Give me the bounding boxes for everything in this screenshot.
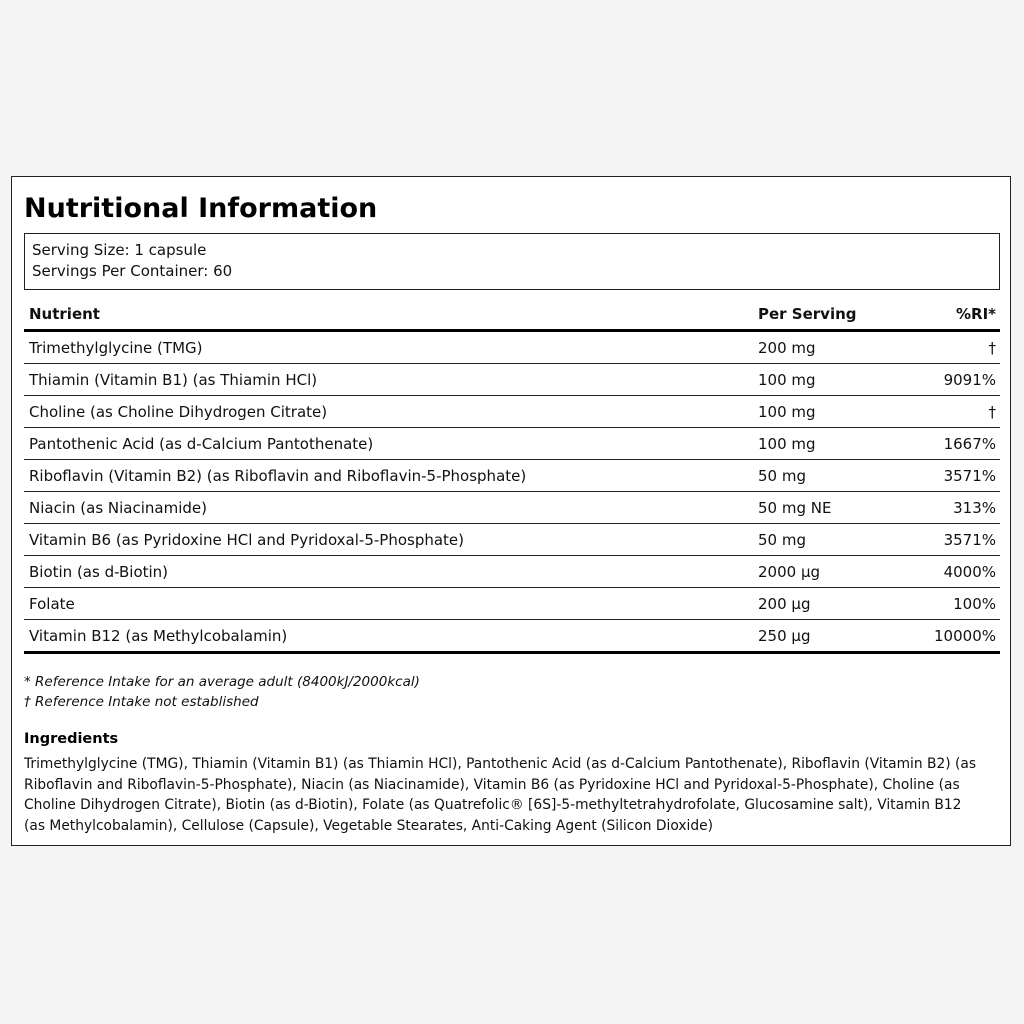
nutrient-ri: 3571% bbox=[943, 531, 996, 549]
header-per-serving: Per Serving bbox=[758, 305, 857, 323]
header-ri: %RI* bbox=[955, 305, 996, 323]
ingredients-text: Trimethylglycine (TMG), Thiamin (Vitamin B1) (as Thiamin HCl), Pantothenic Acid (as d-Calcium Pantothenate), Riboflavin (Vitamin B2) (as Riboflavin and Riboflavin-5-Phosphate), Niacin (as Niacinamide), Vitamin B6 (as Pyridoxine HCl and Pyridoxal-5-Phosphate), Choline (as Choline Dihydrogen Citrate), Biotin (as d-Biotin), Folate (as Quatrefolic® [6S]-5-methyltetrahydrofolate, Glucosamine salt), Vitamin B12 (as Methylcobalamin), Cellulose (Capsule), Vegetable Stearates, Anti-Caking Agent (Silicon Dioxide) bbox=[24, 756, 977, 834]
nutrient-ri: 100% bbox=[953, 595, 996, 613]
footnotes bbox=[24, 672, 420, 712]
table-header bbox=[24, 295, 1000, 332]
table-row bbox=[24, 460, 1000, 492]
nutrient-ri: 9091% bbox=[943, 371, 996, 389]
nutrition-panel bbox=[11, 176, 1011, 846]
serving-info-box bbox=[24, 233, 1000, 290]
table-row bbox=[24, 364, 1000, 396]
nutrient-ri: 10000% bbox=[934, 627, 996, 645]
nutrient-name: Vitamin B12 (as Methylcobalamin) bbox=[29, 627, 288, 645]
nutrient-per-serving: 50 mg NE bbox=[758, 499, 832, 517]
nutrient-ri: † bbox=[988, 339, 996, 357]
table-row bbox=[24, 332, 1000, 364]
table-row bbox=[24, 620, 1000, 654]
header-nutrient: Nutrient bbox=[29, 305, 100, 323]
nutrient-per-serving: 2000 µg bbox=[758, 563, 821, 581]
table-row bbox=[24, 492, 1000, 524]
table-row bbox=[24, 588, 1000, 620]
nutrient-ri: † bbox=[988, 403, 996, 421]
table-row bbox=[24, 428, 1000, 460]
nutrient-ri: 313% bbox=[953, 499, 996, 517]
nutrient-per-serving: 100 mg bbox=[758, 403, 816, 421]
nutrient-name: Riboflavin (Vitamin B2) (as Riboflavin and Riboflavin-5-Phosphate) bbox=[29, 467, 527, 485]
nutrient-name: Pantothenic Acid (as d-Calcium Pantothenate) bbox=[29, 435, 374, 453]
nutrient-per-serving: 100 mg bbox=[758, 371, 816, 389]
ingredients-heading: Ingredients bbox=[24, 731, 119, 747]
nutrient-per-serving: 100 mg bbox=[758, 435, 816, 453]
servings-per-container: Servings Per Container: 60 bbox=[32, 262, 233, 280]
nutrient-name: Vitamin B6 (as Pyridoxine HCl and Pyridoxal-5-Phosphate) bbox=[29, 531, 464, 549]
nutrient-per-serving: 50 mg bbox=[758, 467, 806, 485]
nutrient-ri: 3571% bbox=[943, 467, 996, 485]
nutrient-name: Thiamin (Vitamin B1) (as Thiamin HCl) bbox=[29, 371, 318, 389]
nutrient-name: Trimethylglycine (TMG) bbox=[29, 339, 203, 357]
serving-size: Serving Size: 1 capsule bbox=[32, 241, 207, 259]
footnote-reference-intake: * Reference Intake for an average adult (8400kJ/2000kcal) bbox=[24, 674, 420, 690]
panel-title: Nutritional Information bbox=[24, 193, 378, 224]
nutrient-per-serving: 200 mg bbox=[758, 339, 816, 357]
nutrient-per-serving: 250 µg bbox=[758, 627, 811, 645]
table-row bbox=[24, 524, 1000, 556]
nutrient-table bbox=[24, 295, 1000, 654]
nutrient-name: Folate bbox=[29, 595, 75, 613]
nutrient-per-serving: 200 µg bbox=[758, 595, 811, 613]
footnote-not-established: † Reference Intake not established bbox=[24, 694, 259, 710]
nutrient-per-serving: 50 mg bbox=[758, 531, 806, 549]
nutrient-ri: 1667% bbox=[943, 435, 996, 453]
table-row bbox=[24, 556, 1000, 588]
nutrient-ri: 4000% bbox=[943, 563, 996, 581]
nutrient-name: Choline (as Choline Dihydrogen Citrate) bbox=[29, 403, 328, 421]
nutrient-name: Niacin (as Niacinamide) bbox=[29, 499, 207, 517]
nutrient-name: Biotin (as d-Biotin) bbox=[29, 563, 169, 581]
table-row bbox=[24, 396, 1000, 428]
